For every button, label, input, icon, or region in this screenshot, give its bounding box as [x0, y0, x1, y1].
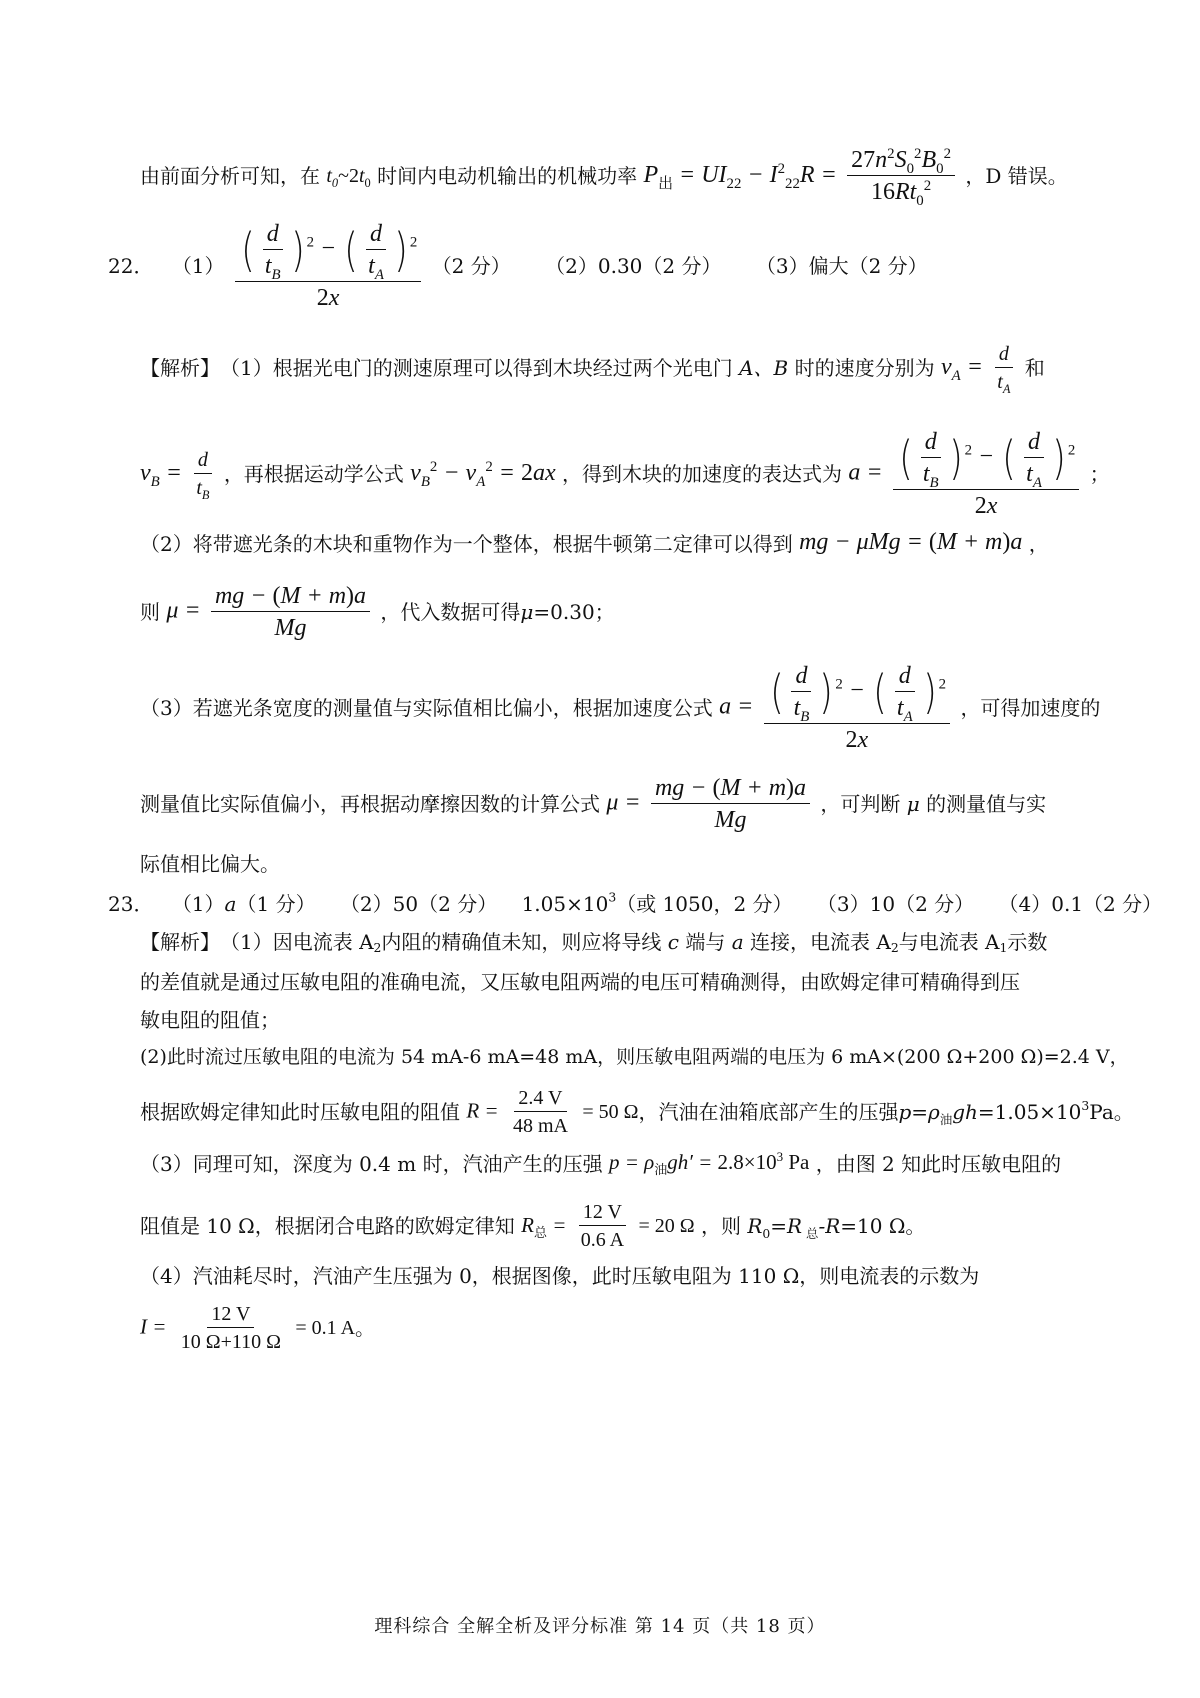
r0-formula: $R_0=R$ $_总$-R — [747, 1214, 841, 1241]
q23-answer-line — [108, 889, 1163, 916]
mu-fraction: $\frac{mg - (M + m)a}{Mg}$ — [211, 584, 370, 640]
analysis23-l2: 的差值就是通过压敏电阻的准确电流，又压敏电阻两端的电压可精确测得，由欧姆定律可精确得到压 — [140, 969, 1020, 994]
analysis22-line6 — [140, 776, 1046, 832]
analysis23-l5c-exp: 3 — [1081, 1097, 1090, 1113]
analysis22-and: 和 — [1024, 356, 1045, 380]
rtotal-lhs: $R_总$ = — [521, 1212, 567, 1240]
va-formula: $v_A$ = — [940, 353, 983, 384]
analysis23-line7 — [140, 1202, 925, 1250]
analysis22-line7 — [140, 852, 280, 874]
analysis23-l1e: a — [731, 929, 744, 954]
analysis23-l1c: c — [667, 929, 679, 954]
analysis23-l1d: 端与 — [685, 929, 726, 954]
t0-symbol: $t_0$ — [326, 164, 339, 190]
analysis23-l1h: 示数 — [1007, 929, 1048, 954]
analysis23-l5c: =1.05×10 — [977, 1100, 1082, 1124]
analysis23-l7c: =10 Ω。 — [840, 1214, 926, 1238]
power-formula: $P_出 = UI_{22} - I^2_{22}R$ = — [643, 160, 837, 192]
analysis23-line9 — [140, 1304, 375, 1352]
q22-number: 22． — [108, 254, 154, 278]
analysis23-l6a: （3）同理可知，深度为 0.4 m 时，汽油产生的压强 — [140, 1151, 603, 1176]
analysis-tag: 【解析】 — [140, 356, 220, 380]
q22-part2: （2）0.30（2 分） — [545, 254, 722, 278]
analysis22-end6: ，可判断 — [820, 792, 901, 816]
paragraph-power — [140, 146, 1068, 209]
current-result: = 0.1 A — [295, 1317, 356, 1339]
analysis23-line3 — [140, 1008, 280, 1030]
analysis23-l5a: 根据欧姆定律知此时压敏电阻的阻值 — [140, 1100, 460, 1124]
rtotal-fraction: $\frac{12 V}{0.6 A}$ — [580, 1201, 625, 1251]
analysis23-l6b: ，由图 2 知此时压敏电阻的 — [815, 1151, 1062, 1176]
analysis23-line1: 【解析】（1）因电流表 $A_2$内阻的精确值未知，则应将导线 c 端与 a 连接，电流表 $A_2$与电流表 $A_1$示数 — [140, 929, 1048, 955]
mu-lhs: μ = — [166, 597, 201, 624]
analysis22-end5: ，可得加速度的 — [960, 696, 1101, 720]
analysis23-l5d: Pa。 — [1089, 1100, 1134, 1124]
q22-answer-line — [108, 222, 928, 310]
analysis22-text6: ，代入数据可得 — [380, 600, 521, 624]
analysis23-line5 — [140, 1088, 1134, 1136]
accel-lhs-2: a = — [719, 693, 754, 720]
analysis22-text7: （3）若遮光条宽度的测量值与实际值相比偏小，根据加速度公式 — [140, 696, 713, 720]
current-lhs: I = — [140, 1314, 167, 1339]
q23-part2b: 1.05×10 — [521, 891, 609, 916]
r-lhs: R = — [466, 1098, 499, 1123]
analysis22-end2: ； — [1089, 462, 1110, 486]
rtotal-result: = 20 Ω — [638, 1215, 695, 1237]
analysis22-end3: ， — [1028, 531, 1049, 556]
analysis22-text4: ，得到木块的加速度的表达式为 — [561, 462, 842, 486]
q23-part2b-tail: （或 1050，2 分） — [616, 891, 793, 916]
q23-part1-score: （1 分） — [236, 891, 316, 916]
page-footer: 理科综合 全解全析及评分标准 第 14 页（共 18 页） — [374, 1616, 826, 1637]
q23-number: 23． — [108, 891, 154, 916]
vb-formula: $v_B$ = — [140, 459, 182, 490]
analysis23-line4 — [140, 1046, 1129, 1067]
analysis23-line8 — [140, 1264, 979, 1286]
analysis22-line3 — [140, 530, 1049, 554]
power-text-before: 由前面分析可知，在 — [140, 164, 320, 188]
analysis22-end6b: 的测量值与实 — [926, 792, 1047, 816]
analysis23-line2 — [140, 970, 1020, 992]
analysis23-l1b: 内阻的精确值未知，则应将导线 — [381, 929, 662, 954]
analysis23-l4: (2)此时流过压敏电阻的电流为 54 mA-6 mA=48 mA，则压敏电阻两端的电压为 6 mA×(200 Ω+200 Ω)=2.4 V， — [140, 1046, 1129, 1068]
r-fraction: $\frac{2.4 V}{48 mA}$ — [512, 1087, 568, 1137]
q22-part1-score: （2 分） — [431, 254, 511, 278]
analysis23-l7a: 阻值是 10 Ω，根据闭合电路的欧姆定律知 — [140, 1214, 515, 1238]
current-fraction: $\frac{12 V}{10 \Omega+110 \Omega}$ — [180, 1303, 282, 1353]
range-mid: $\sim 2t_0$ — [338, 164, 371, 190]
analysis23-l7b: ，则 — [700, 1214, 741, 1238]
q23-part2b-exp: 3 — [608, 889, 617, 905]
analysis23-l3: 敏电阻的阻值； — [140, 1007, 280, 1032]
analysis23-l9end: 。 — [355, 1316, 376, 1340]
analysis22-text1: （1）根据光电门的测速原理可以得到木块经过两个光电门 — [220, 356, 733, 380]
accel-fraction-2: ( $\frac{d}{t_B}$ ) $^2$ − ( $\frac{d}{t_A}$ ) $^2$ 2x — [764, 664, 950, 752]
analysis23-l1g: 与电流表 A — [898, 929, 1000, 954]
q23-part4: （4）0.1（2 分） — [998, 891, 1163, 916]
pressure-formula: $p=\rho_油gh$ — [898, 1100, 978, 1127]
q22-part1-label: （1） — [171, 254, 225, 278]
analysis23-line6 — [140, 1149, 1062, 1178]
analysis22-text5: （2）将带遮光条的木块和重物作为一个整体，根据牛顿第二定律可以得到 — [140, 531, 793, 556]
power-text-mid: 时间内电动机输出的机械功率 — [377, 164, 638, 188]
q22-part3: （3）偏大（2 分） — [755, 254, 928, 278]
analysis22-then: 则 — [140, 600, 160, 624]
vb-fraction: $\frac{d}{t_B}$ — [192, 450, 213, 498]
mu-fraction-2: $\frac{mg - (M + m)a}{Mg}$ — [651, 776, 810, 832]
q23-part1-var: a — [224, 891, 237, 916]
analysis23-l8: （4）汽油耗尽时，汽油产生压强为 0，根据图像，此时压敏电阻为 110 Ω，则电流表的示数为 — [140, 1263, 980, 1288]
analysis23-l1a: （1）因电流表 A — [220, 929, 374, 954]
mu-symbol: μ — [520, 600, 534, 624]
analysis22-text3: ，再根据运动学公式 — [223, 462, 404, 486]
analysis22-line5 — [140, 664, 1100, 752]
pressure2-formula: $p = \rho_油gh' = 2.8\times 10^3$ Pa — [608, 1149, 810, 1178]
power-fraction: $\frac{27n^2S_0^2B_0^2}{16Rt_0^2}$ — [847, 148, 955, 204]
q22-accel-formula: ( $\frac{d}{t_B}$ ) $^2$ − ( $\frac{d}{t_A}$ ) $^2$ 2x — [235, 222, 421, 310]
analysis22-line2 — [140, 430, 1110, 518]
analysis23-tag: 【解析】 — [140, 929, 220, 954]
analysis23-l1f: 连接，电流表 A — [750, 929, 891, 954]
accel-fraction: ( $\frac{d}{t_B}$ ) $^2$ − ( $\frac{d}{t_A}$ ) $^2$ 2x — [893, 430, 1079, 518]
va-fraction: $\frac{d}{t_A}$ — [993, 344, 1014, 392]
mu-symbol-2: μ — [906, 792, 920, 816]
analysis22-text8: 测量值比实际值偏小，再根据动摩擦因数的计算公式 — [140, 792, 600, 816]
analysis22-line1 — [140, 343, 1045, 396]
r-result: = 50 Ω — [582, 1101, 639, 1123]
newton-formula: mg − μMg = (M + m)a — [799, 529, 1023, 555]
power-text-after: ，D 错误。 — [965, 164, 1068, 188]
accel-lhs: a = — [848, 459, 883, 486]
analysis23-l5b: ，汽油在油箱底部产生的压强 — [638, 1100, 899, 1124]
mu-lhs-2: μ = — [606, 789, 641, 816]
kinematics-formula: $v_B^2 - v_A^2 = 2ax$ — [410, 458, 556, 490]
analysis22-line4 — [140, 584, 615, 640]
q23-part3: （3）10（2 分） — [816, 891, 975, 916]
analysis22-text2: 时的速度分别为 — [794, 356, 935, 380]
q23-part1: （1） — [171, 891, 225, 916]
q23-part2: （2）50（2 分） — [339, 891, 498, 916]
mu-value: =0.30； — [533, 600, 615, 624]
gates-ab: A、B — [739, 356, 789, 380]
analysis22-text9: 际值相比偏大。 — [140, 851, 280, 876]
